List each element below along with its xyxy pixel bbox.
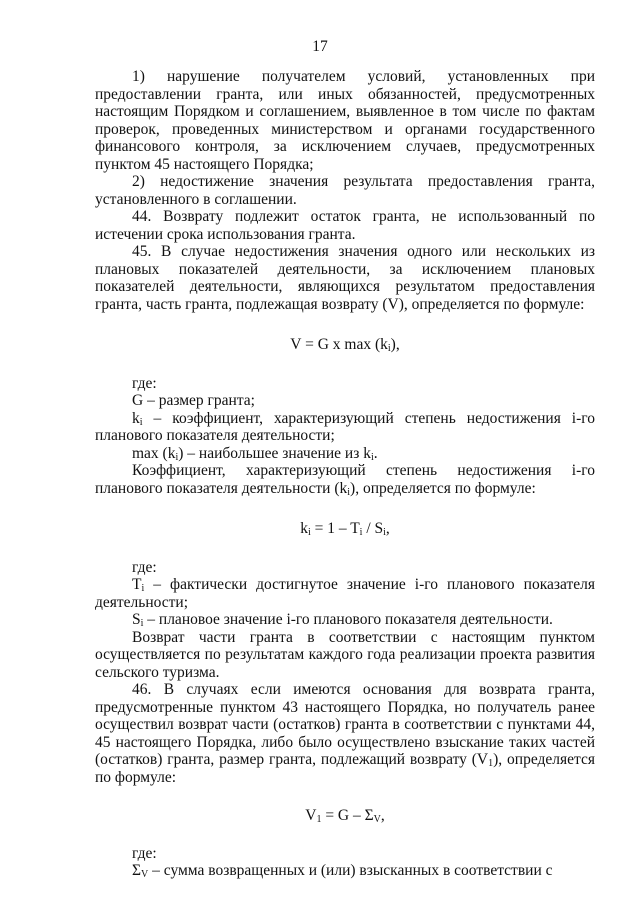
document-body bbox=[95, 68, 595, 880]
where-label-1: где: bbox=[132, 374, 157, 392]
formula-v: V = G x $\max (k_i)$, bbox=[290, 336, 400, 354]
definition-k: $k_i$ – коэффициент, характеризующий степень недостижения i-го планового показателя деятельности; bbox=[95, 409, 595, 444]
page-number: 17 bbox=[312, 38, 328, 55]
where-label-2: где: bbox=[132, 558, 157, 576]
clause-2-paragraph: 2) недостижение значения результата предоставления гранта, установленного в соглашении. bbox=[95, 173, 595, 208]
where-label-3: где: bbox=[132, 844, 157, 862]
item-45-paragraph: 45. В случае недостижения значения одного или нескольких из плановых показателей деятельности, за исключением плановых показателей деятельности, являющихся результатом предоставления гранта, часть гранта, подлежащая возврату (V), определяется по формуле: bbox=[95, 243, 595, 313]
clause-1-paragraph: 1) нарушение получателем условий, установленных при предоставлении гранта, или иных обязанностей, предусмотренных настоящим Порядком и соглашением, выявленное в том числе по фактам проверок, проведенных министерством и органами государственного финансового контроля, за исключением случаев, предусмотренных пунктом 45 настоящего Порядка; bbox=[95, 68, 595, 173]
definition-max: $\max (k_i)$ – наибольшее значение из $k_i$. bbox=[132, 444, 378, 463]
formula-k: $k_i = 1 - T_i / S_i$, bbox=[300, 520, 390, 538]
formula-v1: $V_1 = G - \Sigma_V$, bbox=[305, 807, 385, 825]
item-44-paragraph: 44. Возврату подлежит остаток гранта, не использованный по истечении срока использования гранта. bbox=[95, 208, 595, 243]
definition-g: G – размер гранта; bbox=[132, 392, 255, 409]
item-46-paragraph: 46. В случаях если имеются основания для возврата гранта, предусмотренные пунктом 43 настоящего Порядка, но получатель ранее осуществил возврат части (остатков) гранта в соответствии с пунктами 44, 45 настоящего Порядка, либо было осуществлено взыскание таких частей (остатков) гранта, размер гранта, подлежащий возврату $(V_1)$, определяется по формуле: bbox=[95, 681, 595, 786]
definition-s: $S_i$ – плановое значение i-го планового показателя деятельности. bbox=[132, 611, 553, 629]
return-paragraph: Возврат части гранта в соответствии с настоящим пунктом осуществляется по результатам каждого года реализации проекта развития сельского туризма. bbox=[95, 628, 595, 681]
definition-sigma: $\Sigma_V$ – сумма возвращенных и (или) взысканных в соответствии с bbox=[132, 862, 553, 880]
definition-t: $T_i$ – фактически достигнутое значение i-го планового показателя деятельности; bbox=[95, 576, 595, 611]
coefficient-paragraph: Коэффициент, характеризующий степень недостижения i-го планового показателя деятельности $(k_i)$, определяется по формуле: bbox=[95, 462, 595, 498]
